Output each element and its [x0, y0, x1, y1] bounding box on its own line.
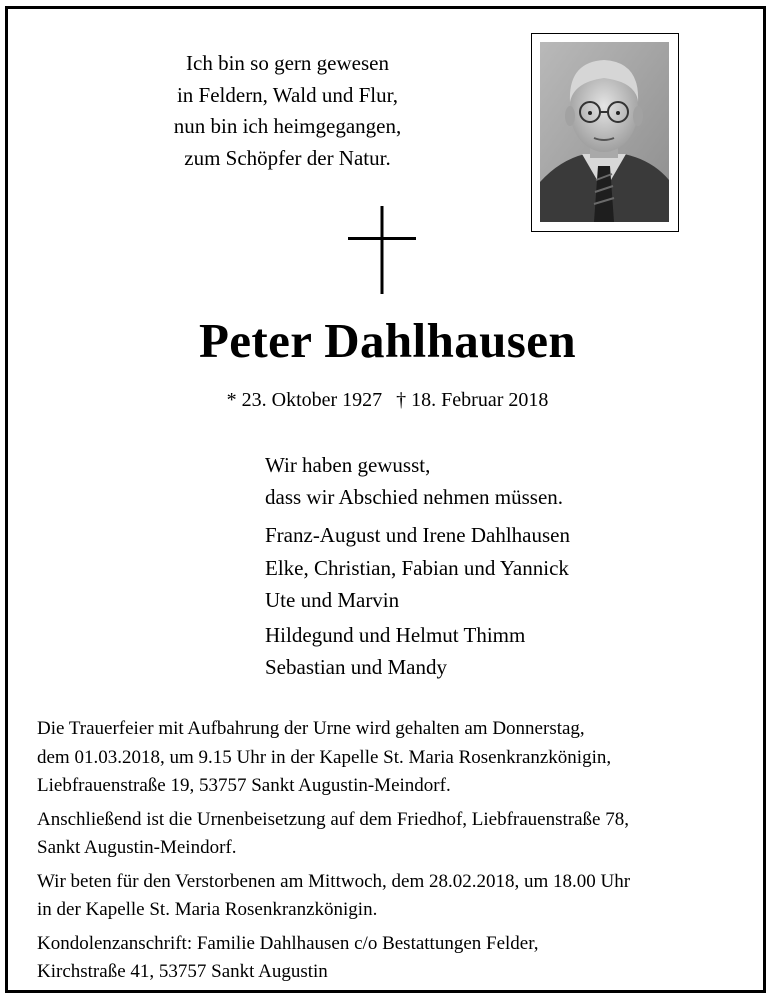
notice-line: Sankt Augustin-Meindorf.: [37, 837, 237, 858]
poem: [150, 48, 425, 174]
verse-line: Wir haben gewusst,: [265, 453, 431, 477]
mourner-line: Elke, Christian, Fabian und Yannick: [265, 555, 569, 580]
life-dates: [0, 389, 775, 412]
death-date: † 18. Februar 2018: [396, 389, 549, 411]
mourners-list: [265, 519, 570, 684]
notice-line: Liebfrauenstraße 19, 53757 Sankt Augustin-Meindorf.: [37, 775, 451, 796]
portrait-photo: [531, 33, 679, 232]
mourner-line: Franz-August und Irene Dahlhausen: [265, 523, 570, 547]
notice-line: in der Kapelle St. Maria Rosenkranzkönigin.: [37, 899, 378, 920]
funeral-notice: [37, 711, 759, 991]
verse-line: dass wir Abschied nehmen müssen.: [265, 484, 564, 509]
deceased-name: Peter Dahlhausen: [198, 313, 577, 368]
notice-line: dem 01.03.2018, um 9.15 Uhr in der Kapelle St. Maria Rosenkranzkönigin,: [37, 746, 612, 768]
birth-date: * 23. Oktober 1927: [226, 389, 383, 411]
poem-line: Ich bin so gern gewesen: [186, 51, 389, 75]
notice-line: Die Trauerfeier mit Aufbahrung der Urne wird gehalten am Donnerstag,: [37, 718, 585, 739]
latin-cross-icon: [348, 206, 416, 296]
poem-line: nun bin ich heimgegangen,: [173, 114, 402, 138]
farewell-verse: [265, 450, 563, 513]
poem-line: in Feldern, Wald und Flur,: [176, 82, 399, 107]
poem-line: zum Schöpfer der Natur.: [184, 145, 391, 170]
notice-line: Kondolenzanschrift: Familie Dahlhausen c/o Bestattungen Felder,: [37, 932, 539, 954]
notice-line: Wir beten für den Verstorbenen am Mittwoch, dem 28.02.2018, um 18.00 Uhr: [37, 870, 631, 892]
mourner-line: Hildegund und Helmut Thimm: [265, 622, 526, 647]
mourner-line: Ute und Marvin: [265, 588, 400, 612]
mourner-line: Sebastian und Mandy: [265, 655, 447, 679]
notice-line: Anschließend ist die Urnenbeisetzung auf dem Friedhof, Liebfrauenstraße 78,: [37, 808, 629, 830]
portrait-image: [540, 42, 669, 222]
notice-line: Kirchstraße 41, 53757 Sankt Augustin: [37, 961, 328, 982]
